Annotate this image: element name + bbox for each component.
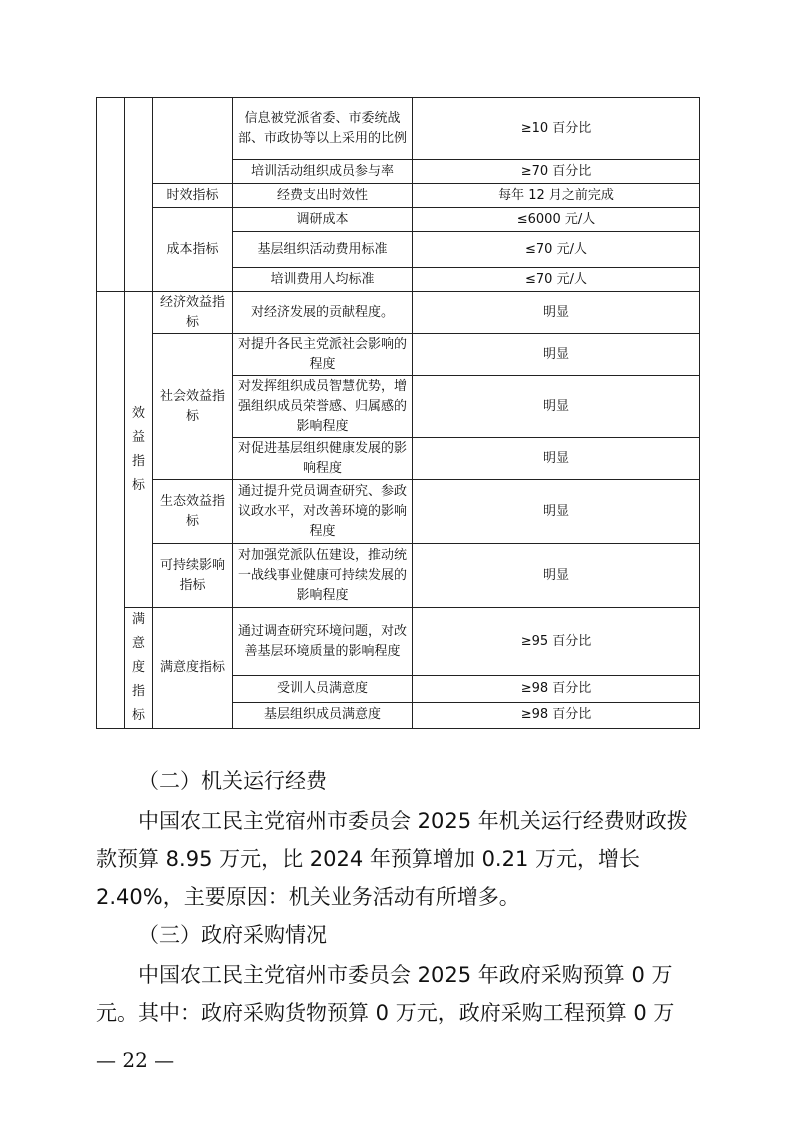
value-cell: ≥95 百分比 [413, 608, 700, 676]
indicator-cell: 基层组织活动费用标准 [233, 232, 413, 268]
section-heading-operating-expenses: （二）机关运行经费 [138, 769, 327, 793]
indicator-cell: 对发挥组织成员智慧优势，增强组织成员荣誉感、归属感的影响程度 [233, 376, 413, 438]
indicator-cell: 基层组织成员满意度 [233, 702, 413, 728]
level2-cell [125, 98, 153, 292]
page-number: — 22 — [96, 1048, 175, 1072]
level1-cell [97, 292, 125, 729]
indicator-cell: 对经济发展的贡献程度。 [233, 292, 413, 334]
indicator-cell: 培训活动组织成员参与率 [233, 160, 413, 184]
value-cell: 明显 [413, 438, 700, 480]
value-cell: ≤70 元/人 [413, 232, 700, 268]
table-row [97, 480, 700, 544]
level3-cell [153, 98, 233, 184]
indicator-cell: 通过提升党员调查研究、参政议政水平，对改善环境的影响程度 [233, 480, 413, 544]
table-row [97, 292, 700, 334]
level2-cell: 满意度指标 [125, 608, 153, 729]
level3-cell: 时效指标 [153, 184, 233, 208]
value-cell: ≥10 百分比 [413, 98, 700, 160]
indicator-cell: 通过调查研究环境问题，对改善基层环境质量的影响程度 [233, 608, 413, 676]
level3-cell: 可持续影响指标 [153, 544, 233, 608]
value-cell: ≥70 百分比 [413, 160, 700, 184]
indicator-cell: 对提升各民主党派社会影响的程度 [233, 334, 413, 376]
level3-cell: 生态效益指标 [153, 480, 233, 544]
indicator-cell: 培训费用人均标准 [233, 268, 413, 292]
indicator-cell: 对促进基层组织健康发展的影响程度 [233, 438, 413, 480]
indicator-cell: 对加强党派队伍建设，推动统一战线事业健康可持续发展的影响程度 [233, 544, 413, 608]
performance-indicator-table [96, 97, 700, 729]
section-body-operating-expenses: 中国农工民主党宿州市委员会 2025 年机关运行经费财政拨款预算 8.95 万元，比 2024 年预算增加 0.21 万元，增长 2.40%，主要原因：机关业务活动有所增多。 [96, 809, 688, 909]
level3-cell: 经济效益指标 [153, 292, 233, 334]
section-body-procurement: 中国农工民主党宿州市委员会 2025 年政府采购预算 0 万元。其中：政府采购货物预算 0 万元，政府采购工程预算 0 万 [96, 963, 675, 1025]
level3-cell: 社会效益指标 [153, 334, 233, 480]
table-row [97, 608, 700, 676]
indicator-cell: 信息被党派省委、市委统战部、市政协等以上采用的比例 [233, 98, 413, 160]
value-cell: 明显 [413, 376, 700, 438]
table-row [97, 184, 700, 208]
value-cell: 明显 [413, 480, 700, 544]
value-cell: 明显 [413, 334, 700, 376]
indicator-cell: 经费支出时效性 [233, 184, 413, 208]
value-cell: 明显 [413, 544, 700, 608]
value-cell: ≥98 百分比 [413, 676, 700, 702]
table-row [97, 544, 700, 608]
value-cell: ≥98 百分比 [413, 702, 700, 728]
table-row [97, 98, 700, 160]
indicator-cell: 调研成本 [233, 208, 413, 232]
value-cell: 明显 [413, 292, 700, 334]
table-row [97, 208, 700, 232]
value-cell: ≤6000 元/人 [413, 208, 700, 232]
level3-cell: 成本指标 [153, 208, 233, 292]
level1-cell [97, 98, 125, 292]
value-cell: ≤70 元/人 [413, 268, 700, 292]
section-heading-procurement: （三）政府采购情况 [138, 923, 327, 947]
value-cell: 每年 12 月之前完成 [413, 184, 700, 208]
level2-cell: 效益指标 [125, 292, 153, 608]
indicator-cell: 受训人员满意度 [233, 676, 413, 702]
level3-cell: 满意度指标 [153, 608, 233, 729]
table-row [97, 334, 700, 376]
